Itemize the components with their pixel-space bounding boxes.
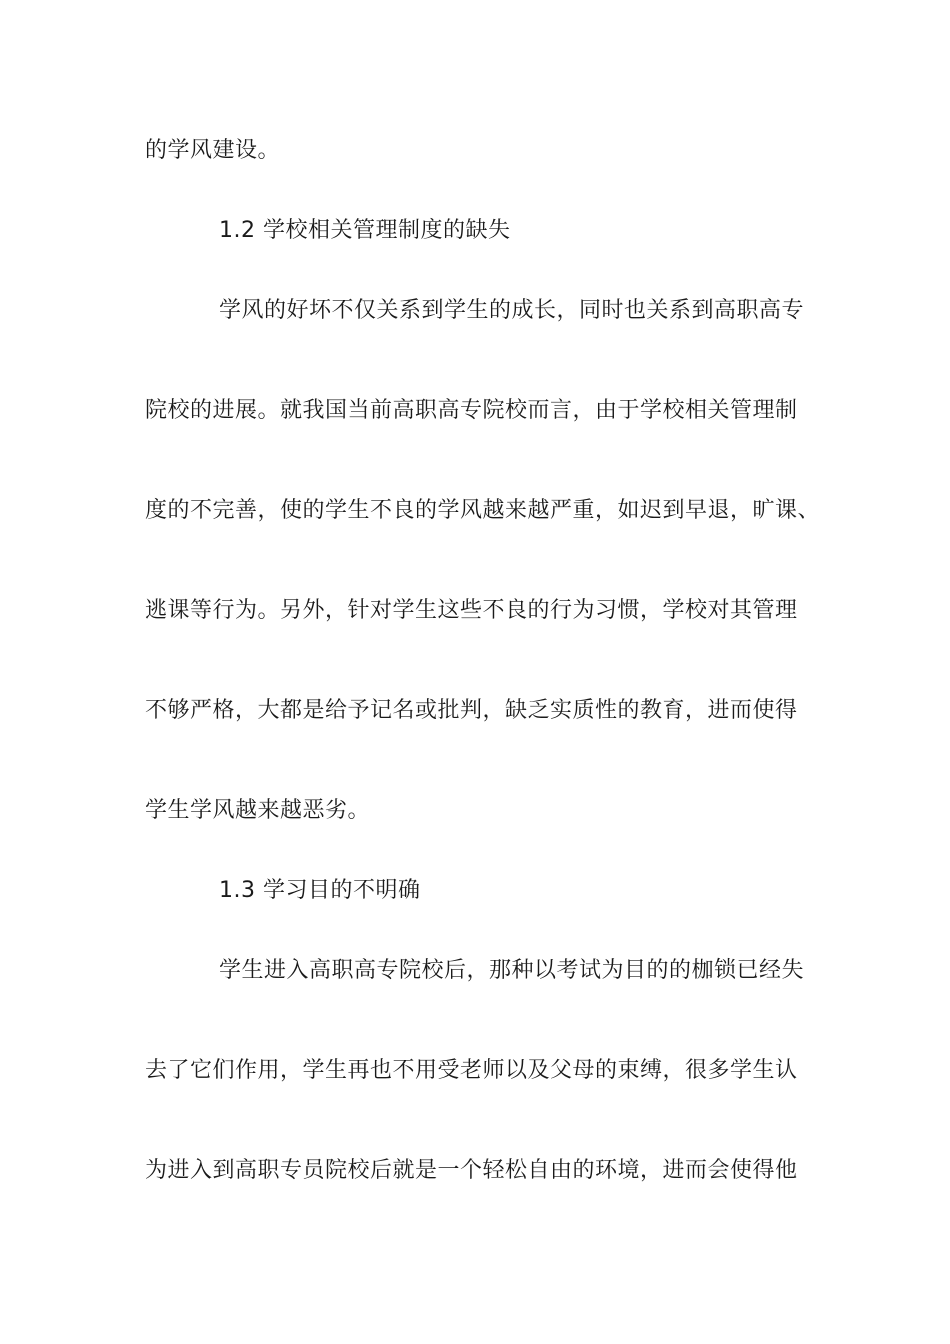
paragraph-line: 逃课等行为。另外，针对学生这些不良的行为习惯，学校对其管理: [145, 598, 798, 623]
section-heading: 1.3 学习目的不明确: [219, 878, 421, 903]
paragraph-line: 度的不完善，使的学生不良的学风越来越严重，如迟到早退，旷课、: [145, 498, 821, 523]
paragraph-line: 去了它们作用，学生再也不用受老师以及父母的束缚，很多学生认: [145, 1058, 798, 1083]
section-heading: 1.2 学校相关管理制度的缺失: [219, 218, 511, 243]
paragraph-line: 不够严格，大都是给予记名或批判，缺乏实质性的教育，进而使得: [145, 698, 798, 723]
paragraph-line: 的学风建设。: [145, 138, 281, 163]
paragraph-line: 学生学风越来越恶劣。: [145, 798, 371, 823]
paragraph-line: 学风的好坏不仅关系到学生的成长，同时也关系到高职高专: [219, 298, 805, 323]
paragraph-line: 院校的进展。就我国当前高职高专院校而言，由于学校相关管理制: [145, 398, 798, 423]
paragraph-line: 为进入到高职专员院校后就是一个轻松自由的环境，进而会使得他: [145, 1158, 798, 1183]
paragraph-line: 学生进入高职高专院校后，那种以考试为目的的枷锁已经失: [219, 958, 805, 983]
